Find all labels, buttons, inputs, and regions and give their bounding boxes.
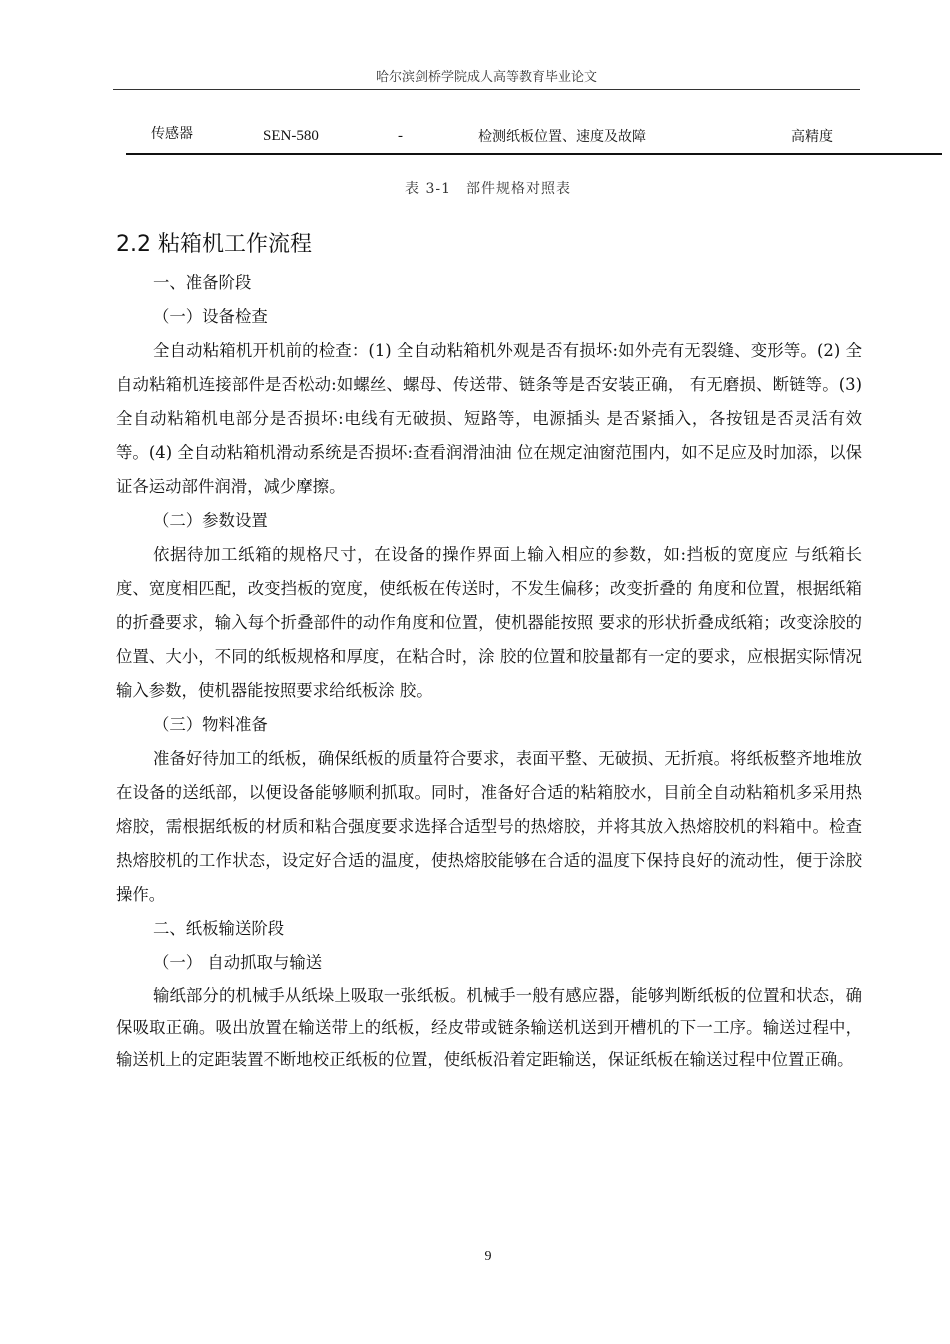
stage1-sub1-paragraph: 全自动粘箱机开机前的检查：(1) 全自动粘箱机外观是否有损坏:如外壳有无裂缝、变形等。(2) 全自动粘箱机连接部件是否松动:如螺丝、螺母、传送带、链条等是否安装正确， 有无磨损、断链等。(3) 全自动粘箱机电部分是否损坏:电线有无破损、短路等，电源插头 是否紧插入，各按钮是否灵活有效等。(4) 全自动粘箱机滑动系统是否损坏:查看润滑油油 位在规定油窗范围内，如不足应及时加添，以保证各运动部件润滑，减少摩擦。: [116, 341, 862, 496]
running-header: 哈尔滨剑桥学院成人高等教育毕业论文: [375, 70, 597, 85]
stage2-heading: 二、纸板输送阶段: [153, 919, 285, 938]
stage2-sub1-heading: （一） 自动抓取与输送: [153, 953, 323, 972]
table-cell-name: 传感器: [151, 126, 193, 142]
table-cell-dash: -: [398, 128, 403, 144]
stage1-sub2-heading: （二）参数设置: [153, 511, 268, 530]
stage1-sub3-paragraph: 准备好待加工的纸板，确保纸板的质量符合要求，表面平整、无破损、无折痕。将纸板整齐地堆放在设备的送纸部，以便设备能够顺利抓取。同时，准备好合适的粘箱胶水，目前全自动粘箱机多采用热熔胶，需根据纸板的材质和粘合强度要求选择合适型号的热熔胶，并将其放入热熔胶机的料箱中。检查热熔胶机的工作状态，设定好合适的温度，使热熔胶能够在合适的温度下保持良好的流动性，便于涂胶操作。: [116, 749, 862, 904]
stage1-heading: 一、准备阶段: [153, 273, 252, 292]
table-caption: 表 3-1 部件规格对照表: [405, 181, 571, 197]
section-body: [116, 266, 862, 1076]
stage1-sub3-heading: （三）物料准备: [153, 715, 268, 734]
page-number: 9: [484, 1249, 492, 1264]
section-title: 2.2 粘箱机工作流程: [116, 232, 312, 257]
stage1-sub1-heading: （一）设备检查: [153, 307, 268, 326]
table-bottom-rule: [126, 153, 942, 155]
header-rule: [113, 89, 860, 90]
table-row: [0, 118, 950, 148]
stage2-sub1-paragraph: 输纸部分的机械手从纸垛上吸取一张纸板。机械手一般有感应器，能够判断纸板的位置和状态，确保吸取正确。吸出放置在输送带上的纸板，经皮带或链条输送机送到开槽机的下一工序。输送过程中，输送机上的定距装置不断地校正纸板的位置，使纸板沿着定距输送，保证纸板在输送过程中位置正确。: [116, 986, 862, 1069]
table-cell-model: SEN-580: [263, 128, 319, 144]
table-cell-function: 检测纸板位置、速度及故障: [478, 129, 646, 145]
stage1-sub2-paragraph: 依据待加工纸箱的规格尺寸，在设备的操作界面上输入相应的参数，如:挡板的宽度应 与纸箱长度、宽度相匹配，改变挡板的宽度，使纸板在传送时，不发生偏移；改变折叠的 角度和位置，根据纸箱的折叠要求，输入每个折叠部件的动作角度和位置，使机器能按照 要求的形状折叠成纸箱；改变涂胶的位置、大小，不同的纸板规格和厚度，在粘合时，涂 胶的位置和胶量都有一定的要求，应根据实际情况输入参数，使机器能按照要求给纸板涂 胶。: [116, 545, 862, 700]
table-cell-note: 高精度: [791, 129, 833, 145]
